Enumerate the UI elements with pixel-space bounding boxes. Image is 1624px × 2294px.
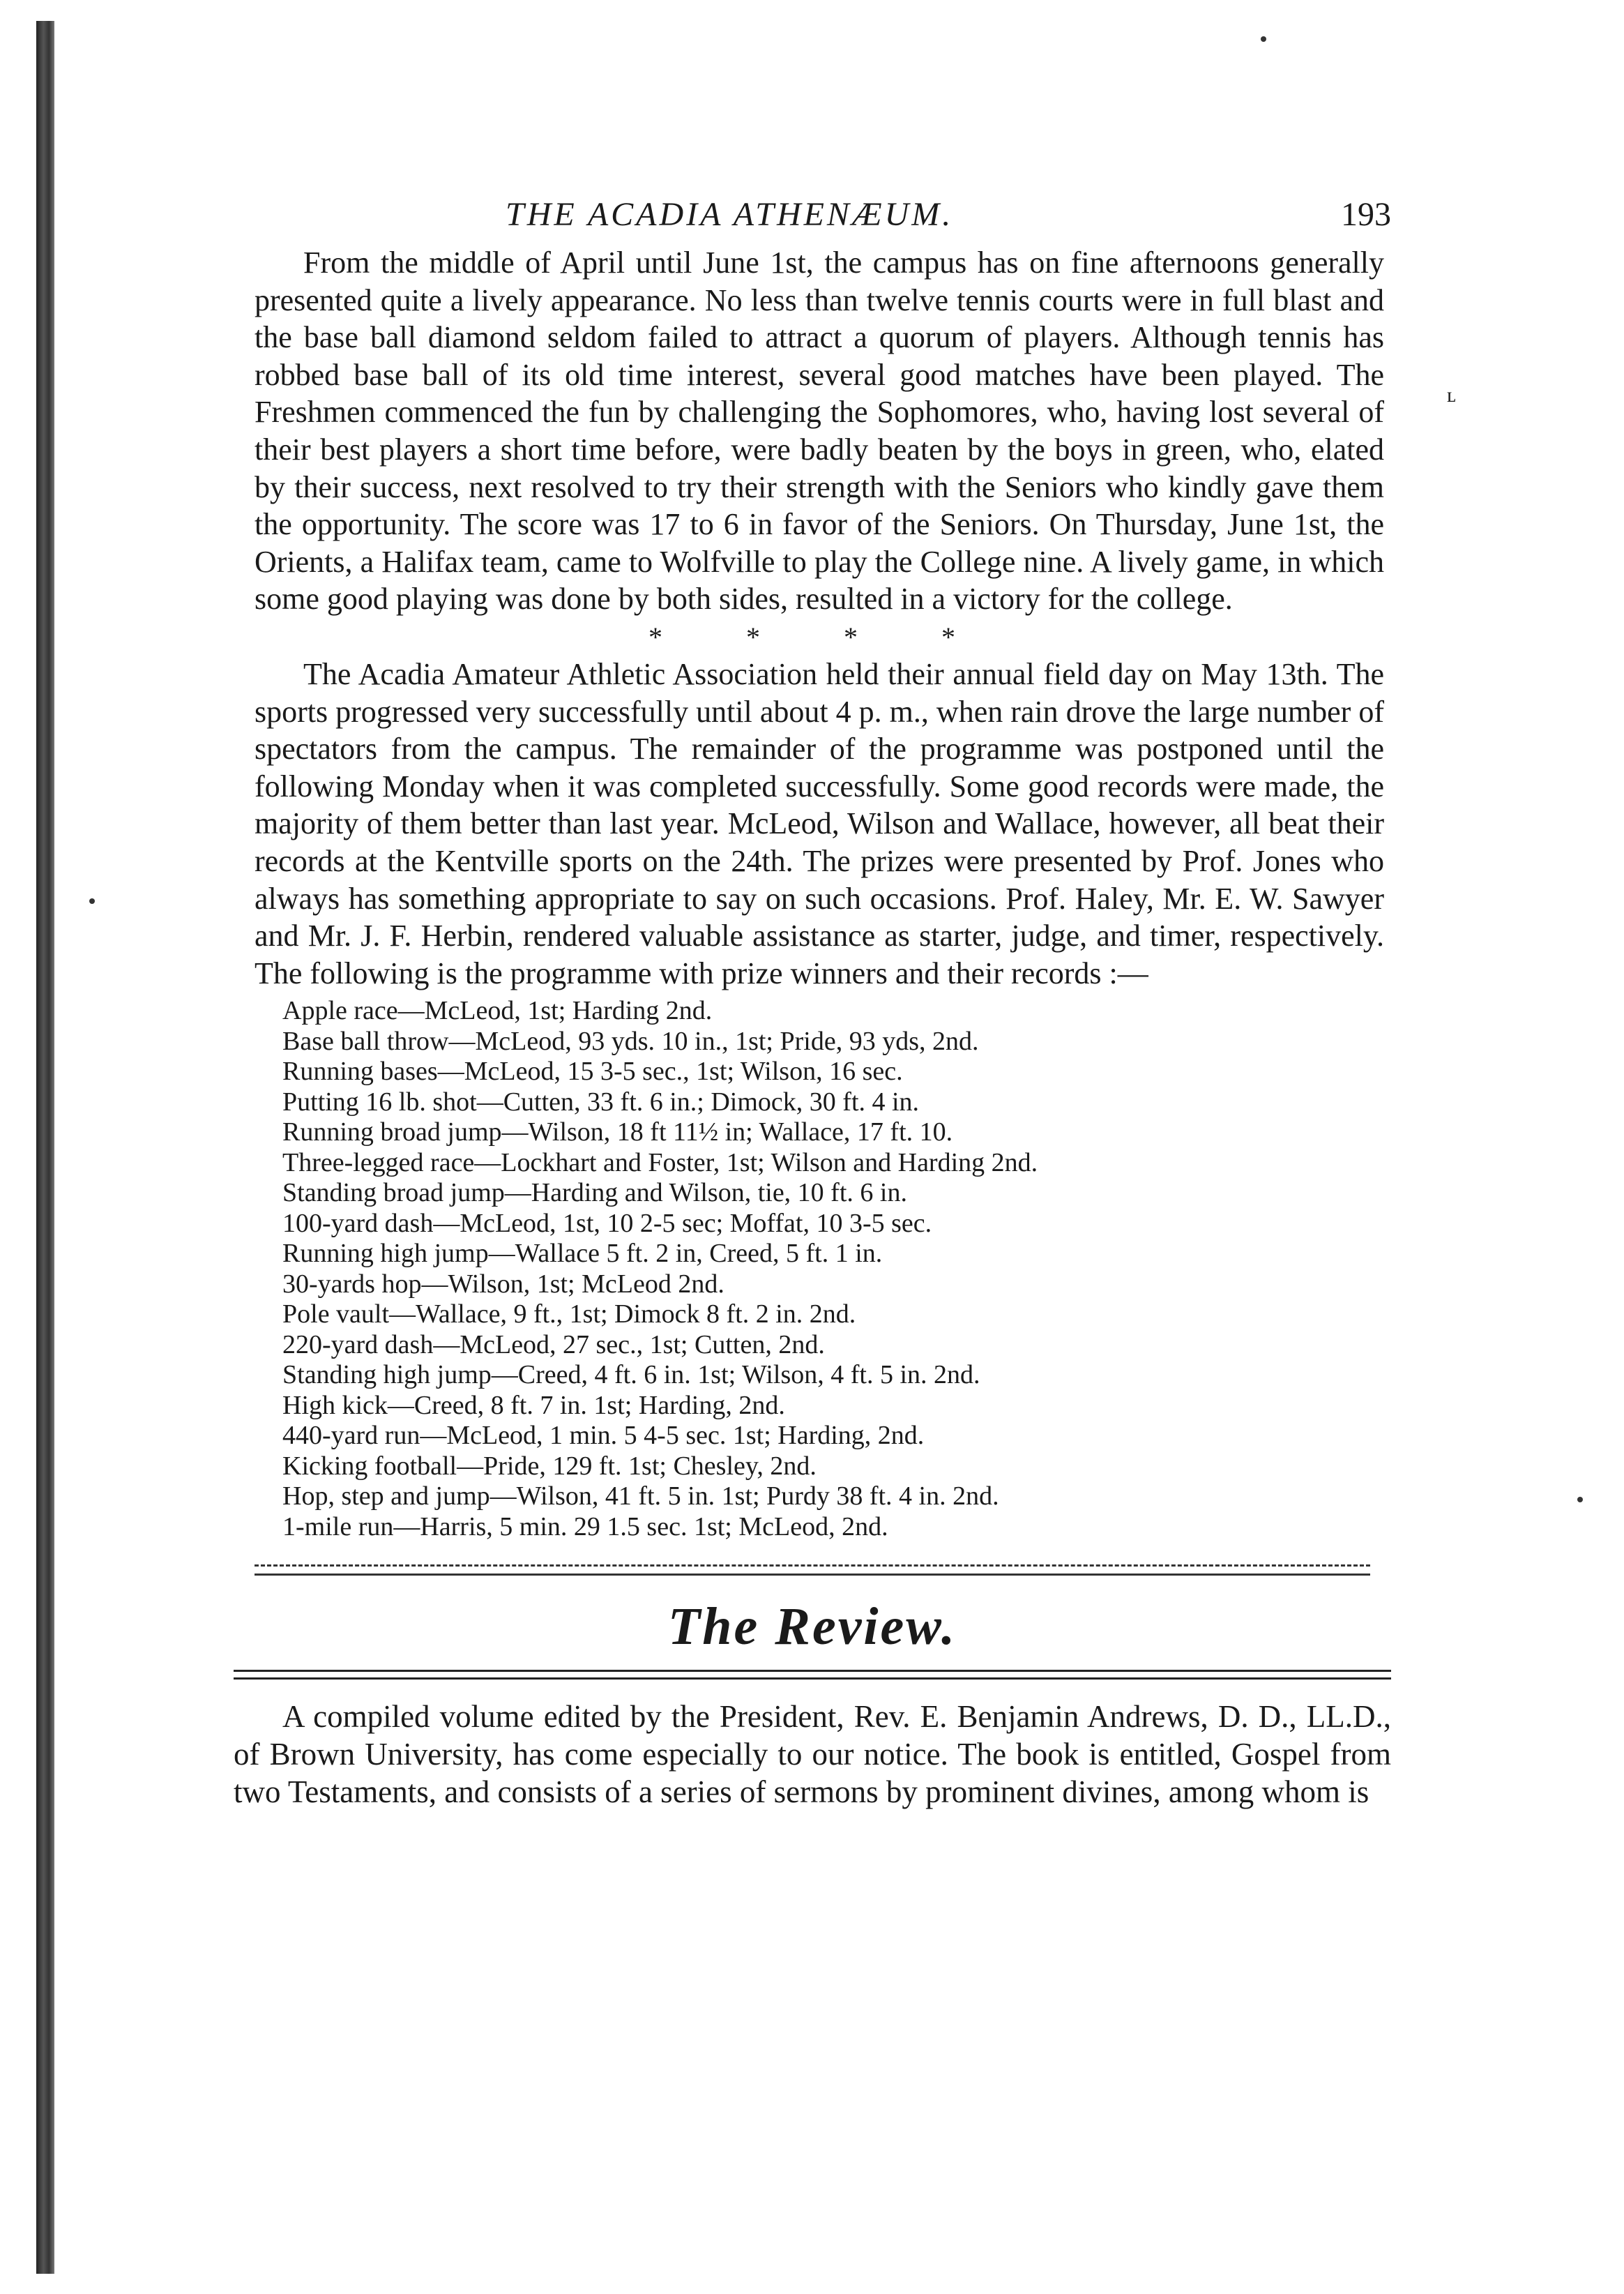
separator-star: * (844, 621, 858, 653)
record-item: 30-yards hop—Wilson, 1st; McLeod 2nd. (282, 1269, 724, 1299)
record-item: 440-yard run—McLeod, 1 min. 5 4-5 sec. 1st; Harding, 2nd. (282, 1421, 925, 1451)
journal-title: THE ACADIA ATHENÆUM. (506, 196, 954, 233)
record-item: 220-yard dash—McLeod, 27 sec., 1st; Cutten, 2nd. (282, 1329, 825, 1359)
double-rule (234, 1670, 1391, 1680)
record-item: Standing high jump—Creed, 4 ft. 6 in. 1st; Wilson, 4 ft. 5 in. 2nd. (282, 1360, 980, 1390)
record-item: High kick—Creed, 8 ft. 7 in. 1st; Harding, 2nd. (282, 1390, 785, 1420)
print-speck (1261, 36, 1266, 42)
record-item: Three-legged race—Lockhart and Foster, 1st; Wilson and Harding 2nd. (282, 1147, 1038, 1177)
records-list (234, 996, 1391, 1542)
separator-star: * (648, 621, 662, 653)
page (234, 195, 1391, 1811)
record-item: Base ball throw—McLeod, 93 yds. 10 in., 1st; Pride, 93 yds, 2nd. (282, 1026, 979, 1056)
record-item: Putting 16 lb. shot—Cutten, 33 ft. 6 in.; Dimock, 30 ft. 4 in. (282, 1087, 920, 1117)
record-item: Kicking football—Pride, 129 ft. 1st; Chesley, 2nd. (282, 1451, 817, 1481)
record-item: 1-mile run—Harris, 5 min. 29 1.5 sec. 1st; McLeod, 2nd. (282, 1511, 888, 1541)
section-rule (255, 1564, 1370, 1576)
margin-mark: ʟ (1447, 384, 1456, 407)
review-heading: The Review. (667, 1597, 957, 1657)
review-paragraph: A compiled volume edited by the President, Rev. E. Benjamin Andrews, D. D., LL.D., of Brown University, has come especially to our notice. The book is entitled, Gospel from two Testaments, and consists of a series of sermons by prominent divines, among whom is (234, 1699, 1391, 1810)
separator-star: * (746, 621, 760, 653)
athletics-paragraph-1: From the middle of April until June 1st, the campus has on fine afternoons generally presented quite a lively appearance. No less than twelve tennis courts were in full blast and the base ball diamond seldom failed to attract a quorum of players. Although tennis has robbed base ball of its old time interest, several good matches have been played. The Freshmen commenced the fun by challenging the Sophomores, who, having lost several of their best players a short time before, were badly beaten by the boys in green, who, elated by their success, next resolved to try their strength with the Seniors who kindly gave them the opportunity. The score was 17 to 6 in favor of the Seniors. On Thursday, June 1st, the Orients, a Halifax team, came to Wolfville to play the College nine. A lively game, in which some good playing was done by both sides, resulted in a victory for the college. (255, 246, 1384, 617)
record-item: Running broad jump—Wilson, 18 ft 11½ in; Wallace, 17 ft. 10. (282, 1117, 953, 1147)
separator-star: * (941, 621, 955, 653)
record-item: Standing broad jump—Harding and Wilson, tie, 10 ft. 6 in. (282, 1178, 907, 1208)
section-separator (234, 618, 1391, 656)
print-speck (1577, 1497, 1583, 1502)
binding-edge (36, 21, 54, 2274)
running-header (234, 195, 1391, 244)
page-number: 193 (1341, 196, 1391, 233)
record-item: Running bases—McLeod, 15 3-5 sec., 1st; Wilson, 16 sec. (282, 1057, 903, 1087)
record-item: Apple race—McLeod, 1st; Harding 2nd. (282, 996, 713, 1026)
record-item: Pole vault—Wallace, 9 ft., 1st; Dimock 8 ft. 2 in. 2nd. (282, 1299, 856, 1329)
record-item: 100-yard dash—McLeod, 1st, 10 2-5 sec; Moffat, 10 3-5 sec. (282, 1208, 932, 1238)
record-item: Running high jump—Wallace 5 ft. 2 in, Creed, 5 ft. 1 in. (282, 1239, 883, 1269)
print-speck (89, 898, 95, 904)
athletics-paragraph-2: The Acadia Amateur Athletic Association held their annual field day on May 13th. The sports progressed very successfully until about 4 p. m., when rain drove the large number of spectators from the campus. The remainder of the programme was postponed until the following Monday when it was completed successfully. Some good records were made, the majority of them better than last year. McLeod, Wilson and Wallace, however, all beat their records at the Kentville sports on the 24th. The prizes were presented by Prof. Jones who always has something appropriate to say on such occasions. Prof. Haley, Mr. E. W. Sawyer and Mr. J. F. Herbin, rendered valuable assistance as starter, judge, and timer, respectively. The following is the programme with prize winners and their records :— (255, 656, 1384, 990)
record-item: Hop, step and jump—Wilson, 41 ft. 5 in. 1st; Purdy 38 ft. 4 in. 2nd. (282, 1481, 999, 1511)
